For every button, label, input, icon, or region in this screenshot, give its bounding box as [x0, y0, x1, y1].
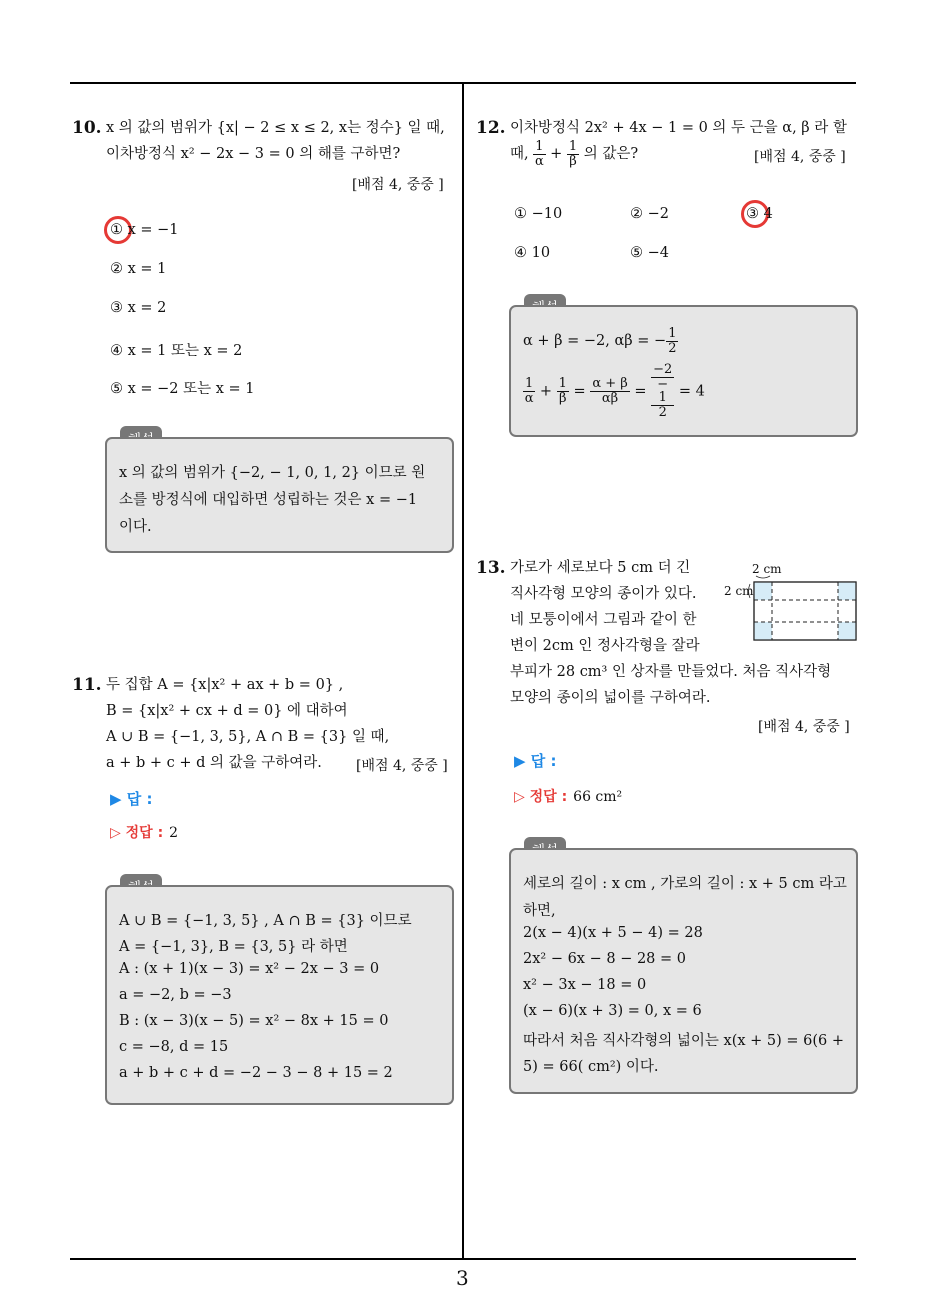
q11-explanation-line-1: A ∪ B = {−1, 3, 5} , A ∩ B = {3} 이므로 [119, 913, 412, 929]
q10-explanation-line-3: 이다. [119, 519, 152, 535]
q11-number: 11. [72, 675, 102, 695]
q12-choice-5[interactable]: ⑤ −4 [630, 245, 669, 261]
q12-line-1: 이차방정식 2x² + 4x − 1 = 0 의 두 근을 α, β 라 할 [510, 120, 847, 136]
q11-explanation-line-3: A : (x + 1)(x − 3) = x² − 2x − 3 = 0 [119, 961, 380, 977]
q10-line-1: x 의 값의 범위가 {x| − 2 ≤ x ≤ 2, x는 정수} 일 때, [106, 120, 445, 136]
q11-answer-label[interactable]: ▶ 답 : [110, 790, 153, 808]
q13-correct-label: ▷ 정답 : [514, 789, 568, 805]
q11-explanation-box [105, 885, 454, 1105]
q13-figure-label-left: 2 cm [724, 584, 754, 598]
q12-explanation-line-1: α + β = −2, αβ = − $\frac{1}{2}$ [523, 326, 677, 356]
q12-exp-half: $\frac{1}{2}$ [668, 326, 677, 356]
q12-explanation-box [509, 305, 858, 437]
q10-choice-4[interactable]: ④ x = 1 또는 x = 2 [110, 343, 243, 359]
q12-line-2-prefix: 때, [510, 146, 529, 163]
q12-choice-1[interactable]: ① −10 [514, 206, 563, 222]
q13-explanation-line-2: 하면, [523, 903, 556, 919]
q10-line-2: 이차방정식 x² − 2x − 3 = 0 의 해를 구하면? [106, 146, 401, 162]
q13-line-5: 부피가 28 cm³ 인 상자를 만들었다. 처음 직사각형 [510, 664, 832, 680]
q13-line-3: 네 모퉁이에서 그림과 같이 한 [510, 612, 697, 628]
bottom-rule [70, 1258, 856, 1260]
q13-explanation-line-6: (x − 6)(x + 3) = 0, x = 6 [523, 1003, 702, 1019]
q11-explanation-line-4: a = −2, b = −3 [119, 987, 232, 1003]
q12-fraction-1-over-alpha: $\frac{1}{\alpha}$ [534, 139, 544, 169]
q12-fraction-1-over-beta: $\frac{1}{\beta}$ [568, 139, 578, 169]
q13-explanation-line-7: 따라서 처음 직사각형의 넓이는 x(x + 5) = 6(6 + [523, 1033, 845, 1049]
q13-figure [720, 562, 860, 642]
q10-explanation-line-2: 소를 방정식에 대입하면 성립하는 것은 x = −1 [119, 492, 418, 508]
q13-paper-figure [720, 562, 860, 642]
q13-line-4: 변이 2cm 인 정사각형을 잘라 [510, 638, 700, 654]
q11-explanation-line-7: a + b + c + d = −2 − 3 − 8 + 15 = 2 [119, 1065, 393, 1081]
page-number: 3 [456, 1266, 469, 1290]
q12-line-2 [510, 140, 638, 168]
q13-meta: [배점 4, 중중 ] [758, 719, 850, 735]
q12-choice-4[interactable]: ④ 10 [514, 245, 551, 261]
q11-line-1: 두 집합 A = {x|x² + ax + b = 0} , [106, 677, 344, 693]
q10-meta: [배점 4, 중중 ] [352, 177, 444, 193]
q13-number: 13. [476, 558, 506, 578]
q12-choice-3[interactable]: ③ 4 [746, 206, 773, 222]
q11-correct-value: 2 [169, 825, 179, 841]
q13-explanation-box [509, 848, 858, 1094]
q12-line-2-suffix: 의 값은? [583, 146, 639, 163]
q13-line-6: 모양의 종이의 넓이를 구하여라. [510, 690, 711, 706]
q10-number: 10. [72, 118, 102, 138]
q13-explanation-line-3: 2(x − 4)(x + 5 − 4) = 28 [523, 925, 703, 941]
q12-choice-2[interactable]: ② −2 [630, 206, 669, 222]
q10-choice-3[interactable]: ③ x = 2 [110, 300, 167, 316]
q12-number: 12. [476, 118, 506, 138]
q13-correct-value: 66 cm² [573, 789, 623, 805]
q11-explanation-line-6: c = −8, d = 15 [119, 1039, 229, 1055]
q13-explanation-line-1: 세로의 길이 : x cm , 가로의 길이 : x + 5 cm 라고 [523, 876, 847, 892]
q13-line-1: 가로가 세로보다 5 cm 더 긴 [510, 560, 691, 576]
q10-choice-5[interactable]: ⑤ x = −2 또는 x = 1 [110, 381, 255, 397]
q13-correct-answer [514, 786, 622, 806]
q10-choice-2[interactable]: ② x = 1 [110, 261, 167, 277]
q11-correct-label: ▷ 정답 : [110, 825, 164, 841]
q11-correct-answer [110, 822, 178, 842]
q13-explanation-line-5: x² − 3x − 18 = 0 [523, 977, 647, 993]
q11-explanation-line-5: B : (x − 3)(x − 5) = x² − 8x + 15 = 0 [119, 1013, 389, 1029]
q11-meta: [배점 4, 중중 ] [356, 758, 448, 774]
q11-line-2: B = {x|x² + cx + d = 0} 에 대하여 [106, 703, 348, 719]
q13-line-2: 직사각형 모양의 종이가 있다. [510, 586, 697, 602]
q11-line-3: A ∪ B = {−1, 3, 5}, A ∩ B = {3} 일 때, [106, 729, 390, 745]
q12-plus: + [550, 146, 563, 163]
q10-choice-1[interactable]: ① x = −1 [110, 222, 179, 238]
q13-explanation-line-8: 5) = 66( cm²) 이다. [523, 1059, 659, 1075]
q11-explanation-line-2: A = {−1, 3}, B = {3, 5} 라 하면 [119, 939, 348, 955]
q11-line-4: a + b + c + d 의 값을 구하여라. [106, 755, 322, 771]
q13-figure-label-top: 2 cm [752, 562, 782, 576]
q10-explanation-box [105, 437, 454, 553]
column-divider [462, 82, 464, 1260]
q12-explanation-line-2: $\frac{1}{\alpha}$ + $\frac{1}{\beta}$ = $\frac{\alpha + \beta}{\alpha\beta}$ = −2 − 1 2 = 4 [524, 362, 705, 420]
q10-explanation-line-1: x 의 값의 범위가 {−2, − 1, 0, 1, 2} 이므로 원 [119, 465, 426, 481]
q13-answer-label[interactable]: ▶ 답 : [514, 752, 557, 770]
q12-meta: [배점 4, 중중 ] [754, 149, 846, 165]
q13-explanation-line-4: 2x² − 6x − 8 − 28 = 0 [523, 951, 686, 967]
